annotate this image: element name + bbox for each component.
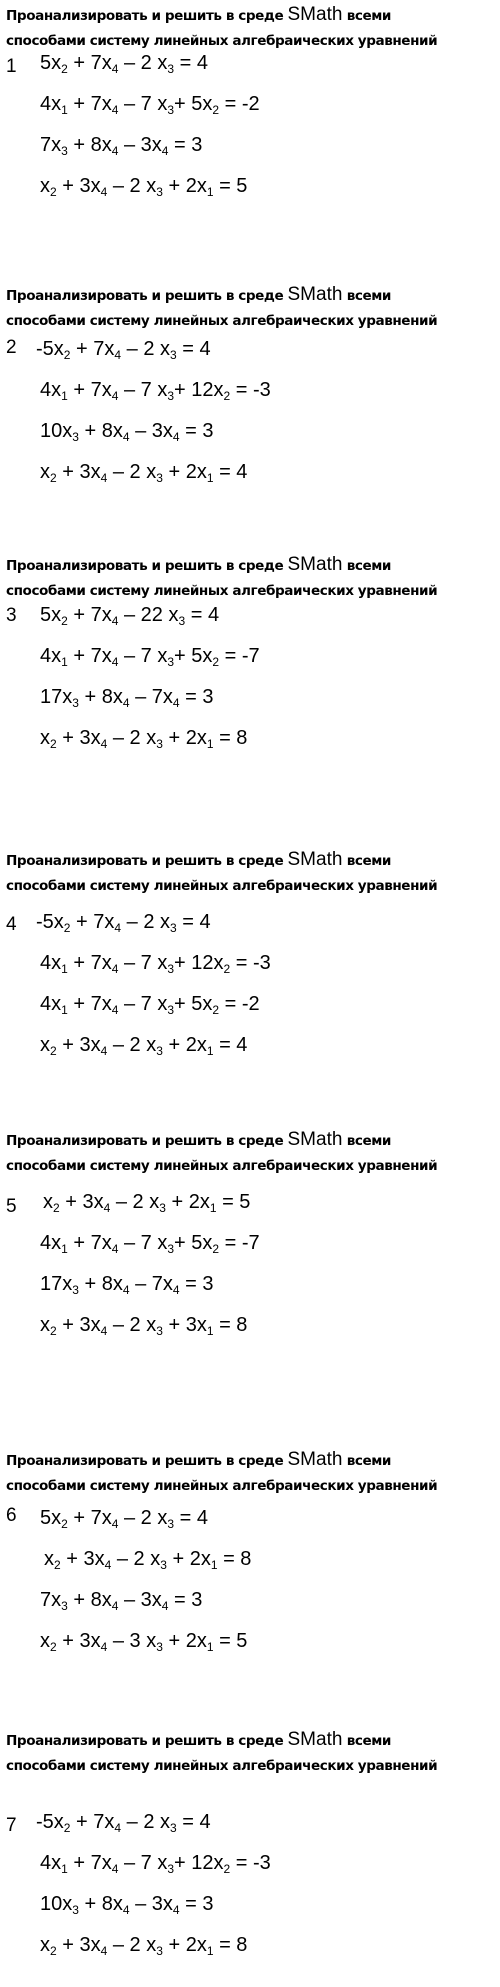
equation: $7x_3 + 8x_4 - 3x_4 = 3$ — [40, 134, 203, 158]
task-block-5 — [0, 1127, 500, 1387]
heading-text: Проанализировать и решить в среде — [6, 8, 288, 24]
task-number: 5 — [6, 1196, 17, 1217]
equation: $17x_3 + 8x_4 - 7x_4 = 3$ — [40, 686, 214, 710]
heading-text: Проанализировать и решить в среде — [6, 1733, 288, 1749]
equation: $5x_2 + 7x_4 - 2$ $x_3 = 4$ — [40, 52, 208, 76]
task-block-2 — [0, 282, 500, 542]
task-block-1 — [0, 2, 500, 262]
task-heading — [6, 847, 496, 899]
task-heading — [6, 552, 496, 604]
task-heading — [6, 1127, 496, 1179]
heading-text-end: всеми — [342, 1733, 391, 1749]
heading-line-2: способами систему линейных алгебраических уравнений — [6, 1158, 438, 1174]
task-heading — [6, 282, 496, 334]
heading-app-name: SMath — [287, 849, 343, 870]
task-number: 1 — [6, 56, 17, 77]
heading-app-name: SMath — [287, 4, 343, 25]
equation: $5x_2 + 7x_4 - 22$ $x_3 = 4$ — [40, 604, 220, 628]
equation: $x_2 + 3x_4 - 2$ $x_3 + 2x_1 = 8$ — [40, 727, 248, 751]
equation: $x_2 + 3x_4 - 2$ $x_3 + 2x_1 = 8$ — [44, 1548, 252, 1572]
equation: $5x_2 + 7x_4 - 2$ $x_3 = 4$ — [40, 1507, 208, 1531]
task-block-3 — [0, 552, 500, 812]
heading-text-end: всеми — [342, 558, 391, 574]
equation: $4x_1 + 7x_4 - 7$ $x_3+ 5x_2 = -2$ — [40, 93, 260, 117]
equation: $-5x_2 + 7x_4 - 2$ $x_3 = 4$ — [36, 338, 211, 362]
equation: $x_2 + 3x_4 - 2$ $x_3 + 2x_1 = 8$ — [40, 1934, 248, 1958]
equation: $-5x_2 + 7x_4 - 2$ $x_3 = 4$ — [36, 911, 211, 935]
equation: $4x_1 + 7x_4 - 7$ $x_3+ 5x_2 = -2$ — [40, 993, 260, 1017]
task-number: 4 — [6, 914, 17, 935]
task-heading — [6, 1447, 496, 1499]
task-heading — [6, 2, 496, 54]
heading-line-2: способами систему линейных алгебраических уравнений — [6, 33, 438, 49]
equation: $x_2 + 3x_4 - 2$ $x_3 + 2x_1 = 4$ — [40, 1034, 248, 1058]
heading-app-name: SMath — [287, 1129, 343, 1150]
heading-app-name: SMath — [287, 1729, 343, 1750]
equation: $10x_3 + 8x_4 - 3x_4 = 3$ — [40, 1893, 214, 1917]
heading-line-2: способами систему линейных алгебраических уравнений — [6, 583, 438, 599]
task-block-4 — [0, 847, 500, 1107]
task-heading — [6, 1727, 496, 1779]
equation: $x_2 + 3x_4 - 2$ $x_3 + 2x_1 = 4$ — [40, 461, 248, 485]
heading-text: Проанализировать и решить в среде — [6, 1453, 288, 1469]
heading-text-end: всеми — [342, 853, 391, 869]
heading-text: Проанализировать и решить в среде — [6, 853, 288, 869]
equation: $4x_1 + 7x_4 - 7$ $x_3+ 12x_2 = -3$ — [40, 379, 271, 403]
task-number: 6 — [6, 1505, 17, 1526]
equation: $x_2 + 3x_4 - 2$ $x_3 + 3x_1 = 8$ — [40, 1314, 248, 1338]
heading-text: Проанализировать и решить в среде — [6, 1133, 288, 1149]
heading-line-2: способами систему линейных алгебраических уравнений — [6, 1758, 438, 1774]
task-number: 7 — [6, 1815, 17, 1836]
heading-app-name: SMath — [287, 554, 343, 575]
equation: $4x_1 + 7x_4 - 7$ $x_3+ 12x_2 = -3$ — [40, 1852, 271, 1876]
equation: $4x_1 + 7x_4 - 7$ $x_3+ 12x_2 = -3$ — [40, 952, 271, 976]
heading-text: Проанализировать и решить в среде — [6, 558, 288, 574]
task-number: 2 — [6, 337, 17, 358]
heading-line-2: способами систему линейных алгебраических уравнений — [6, 878, 438, 894]
equation: $-5x_2 + 7x_4 - 2$ $x_3 = 4$ — [36, 1811, 211, 1835]
task-number: 3 — [6, 605, 17, 626]
equation: $x_2 + 3x_4 - 2$ $x_3 + 2x_1 = 5$ — [40, 175, 248, 199]
equation: $4x_1 + 7x_4 - 7$ $x_3+ 5x_2 = -7$ — [40, 1232, 260, 1256]
heading-line-2: способами систему линейных алгебраических уравнений — [6, 313, 438, 329]
heading-line-2: способами систему линейных алгебраических уравнений — [6, 1478, 438, 1494]
heading-text-end: всеми — [342, 1453, 391, 1469]
equation: $7x_3 + 8x_4 - 3x_4 = 3$ — [40, 1589, 203, 1613]
heading-app-name: SMath — [287, 284, 343, 305]
task-block-7 — [0, 1727, 500, 1987]
equation: $17x_3 + 8x_4 - 7x_4 = 3$ — [40, 1273, 214, 1297]
heading-text-end: всеми — [342, 8, 391, 24]
equation: $x_2 + 3x_4 - 3$ $x_3 + 2x_1 = 5$ — [40, 1630, 248, 1654]
equation: $10x_3 + 8x_4 - 3x_4 = 3$ — [40, 420, 214, 444]
heading-app-name: SMath — [287, 1449, 343, 1470]
heading-text: Проанализировать и решить в среде — [6, 288, 288, 304]
heading-text-end: всеми — [342, 1133, 391, 1149]
task-block-6 — [0, 1447, 500, 1707]
equation: $4x_1 + 7x_4 - 7$ $x_3+ 5x_2 = -7$ — [40, 645, 260, 669]
heading-text-end: всеми — [342, 288, 391, 304]
equation: $x_2 + 3x_4 - 2$ $x_3 + 2x_1 = 5$ — [43, 1191, 251, 1215]
